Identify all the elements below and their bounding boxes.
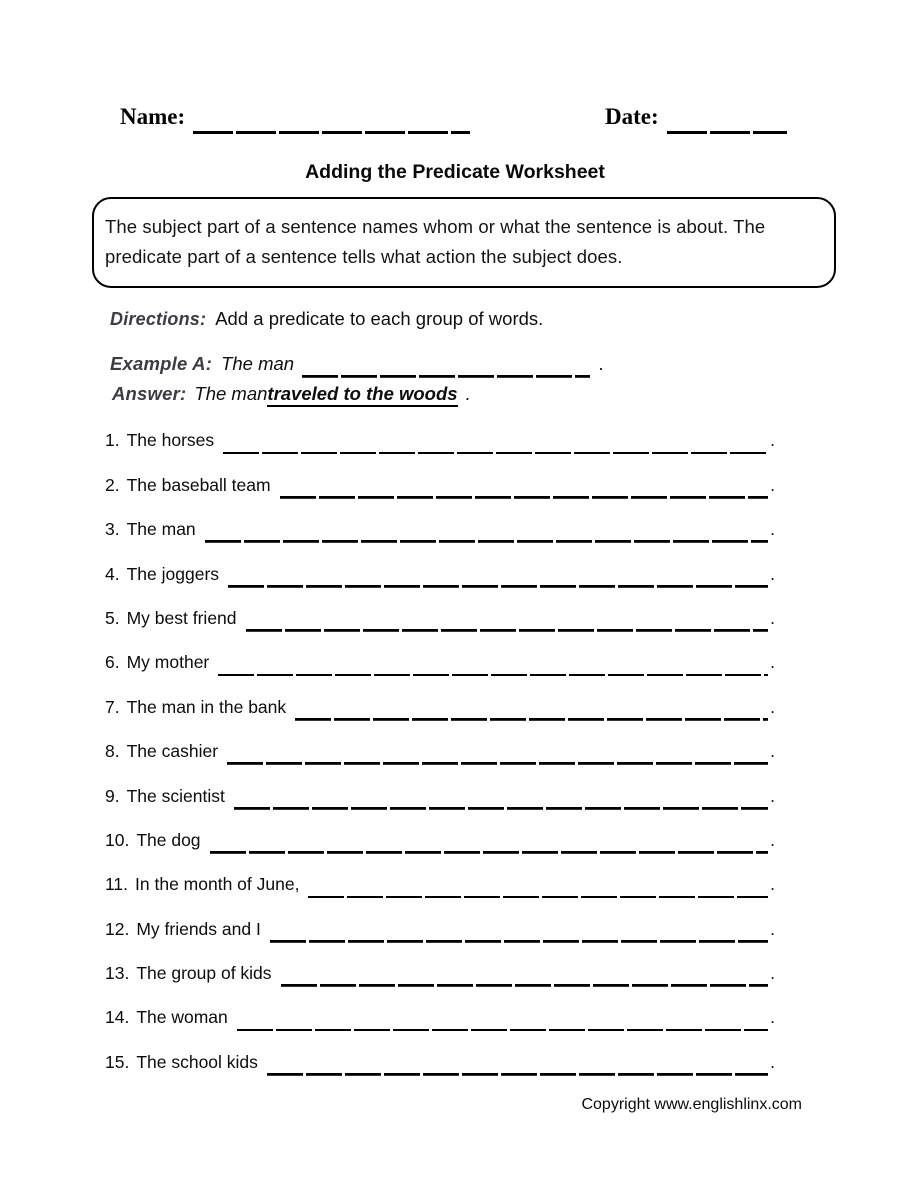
worksheet-item-row — [105, 940, 775, 984]
item-blank-line[interactable] — [218, 658, 768, 676]
example-blank-line[interactable] — [302, 358, 590, 378]
worksheet-item-row — [105, 762, 775, 806]
item-blank-line[interactable] — [295, 703, 768, 721]
item-subject-text: The horses — [126, 430, 215, 451]
date-blank-line[interactable] — [667, 108, 787, 134]
item-blank-line[interactable] — [270, 925, 768, 943]
item-subject-text: The man in the bank — [126, 696, 287, 717]
item-subject-text: The cashier — [126, 741, 219, 762]
item-number: 5. — [105, 607, 120, 628]
item-number: 9. — [105, 785, 120, 806]
name-label: Name: — [120, 104, 186, 129]
item-subject-text: The group of kids — [136, 963, 272, 984]
date-field — [605, 104, 787, 130]
item-blank-line[interactable] — [237, 1013, 768, 1031]
item-end-period: . — [770, 741, 775, 762]
item-end-period: . — [770, 785, 775, 806]
worksheet-item-row — [105, 451, 775, 495]
worksheet-item-row — [105, 807, 775, 851]
item-number: 11. — [105, 874, 129, 895]
directions-label: Directions: — [110, 309, 207, 329]
item-blank-line[interactable] — [280, 481, 769, 499]
directions-text: Add a predicate to each group of words. — [215, 308, 544, 329]
item-end-period: . — [770, 430, 775, 451]
item-number: 8. — [105, 741, 120, 762]
item-end-period: . — [770, 829, 775, 850]
item-end-period: . — [770, 918, 775, 939]
example-subject: The man — [221, 353, 295, 374]
item-number: 15. — [105, 1051, 130, 1072]
item-number: 7. — [105, 696, 120, 717]
item-end-period: . — [770, 874, 775, 895]
copyright: Copyright www.englishlinx.com — [581, 1096, 802, 1113]
item-blank-line[interactable] — [223, 436, 768, 454]
worksheet-item-row — [105, 407, 775, 451]
answer-subject: The man — [194, 383, 268, 404]
worksheet-item-row — [105, 984, 775, 1028]
worksheet-item-row — [105, 1028, 775, 1072]
item-subject-text: The scientist — [126, 785, 225, 806]
item-blank-line[interactable] — [281, 969, 769, 987]
name-field — [120, 104, 470, 130]
item-blank-line[interactable] — [227, 747, 768, 765]
item-subject-text: The school kids — [136, 1051, 258, 1072]
worksheet-item-row — [105, 585, 775, 629]
item-number: 3. — [105, 519, 120, 540]
answer-label: Answer: — [112, 383, 187, 404]
answer-period: . — [465, 383, 471, 404]
item-end-period: . — [770, 652, 775, 673]
example-label: Example A: — [110, 353, 213, 374]
definition-box — [92, 197, 836, 288]
item-end-period: . — [770, 1007, 775, 1028]
item-blank-line[interactable] — [308, 880, 768, 898]
item-number: 10. — [105, 829, 130, 850]
item-subject-text: My friends and I — [136, 918, 261, 939]
item-subject-text: The man — [126, 519, 196, 540]
worksheet-item-row — [105, 718, 775, 762]
item-number: 1. — [105, 430, 120, 451]
item-subject-text: The dog — [136, 829, 201, 850]
item-number: 4. — [105, 563, 120, 584]
worksheet-item-row — [105, 851, 775, 895]
item-blank-line[interactable] — [246, 614, 769, 632]
item-subject-text: In the month of June, — [135, 874, 300, 895]
worksheet-item-row — [105, 496, 775, 540]
item-number: 2. — [105, 474, 120, 495]
page-title: Adding the Predicate Worksheet — [305, 161, 605, 183]
answer-row — [112, 383, 471, 407]
worksheet-item-row — [105, 629, 775, 673]
items-list — [105, 407, 775, 1073]
item-number: 14. — [105, 1007, 130, 1028]
item-subject-text: My mother — [126, 652, 210, 673]
worksheet-item-row — [105, 673, 775, 717]
answer-predicate-underlined: traveled to the woods — [267, 383, 457, 407]
item-subject-text: My best friend — [126, 607, 237, 628]
item-blank-line[interactable] — [234, 792, 768, 810]
example-row — [110, 353, 620, 375]
item-subject-text: The baseball team — [126, 474, 271, 495]
item-end-period: . — [770, 474, 775, 495]
item-end-period: . — [770, 607, 775, 628]
item-end-period: . — [770, 696, 775, 717]
item-end-period: . — [770, 963, 775, 984]
item-subject-text: The woman — [136, 1007, 228, 1028]
item-end-period: . — [770, 563, 775, 584]
item-blank-line[interactable] — [210, 836, 769, 854]
name-blank-line[interactable] — [193, 108, 470, 134]
item-blank-line[interactable] — [267, 1058, 768, 1076]
worksheet-item-row — [105, 540, 775, 584]
worksheet-item-row — [105, 895, 775, 939]
item-end-period: . — [770, 519, 775, 540]
item-blank-line[interactable] — [205, 525, 768, 543]
item-number: 6. — [105, 652, 120, 673]
example-period: . — [599, 353, 605, 374]
definition-text: The subject part of a sentence names whom or what the sentence is about. The predicate part of a sentence tells what action the subject does. — [105, 216, 766, 267]
item-subject-text: The joggers — [126, 563, 220, 584]
directions-row — [110, 308, 543, 330]
item-number: 12. — [105, 918, 130, 939]
item-blank-line[interactable] — [228, 570, 768, 588]
item-number: 13. — [105, 963, 130, 984]
date-label: Date: — [605, 104, 659, 129]
item-end-period: . — [770, 1051, 775, 1072]
